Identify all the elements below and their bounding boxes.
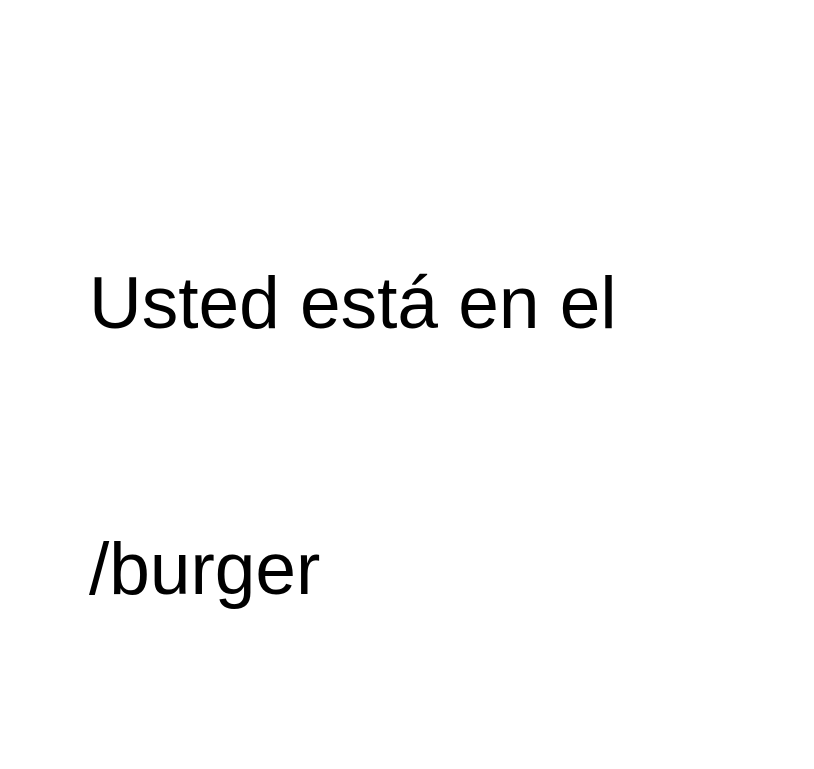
current-route-path: /burger [89, 529, 321, 610]
location-message [89, 104, 789, 769]
location-message-line-1: Usted está en el [89, 263, 617, 344]
